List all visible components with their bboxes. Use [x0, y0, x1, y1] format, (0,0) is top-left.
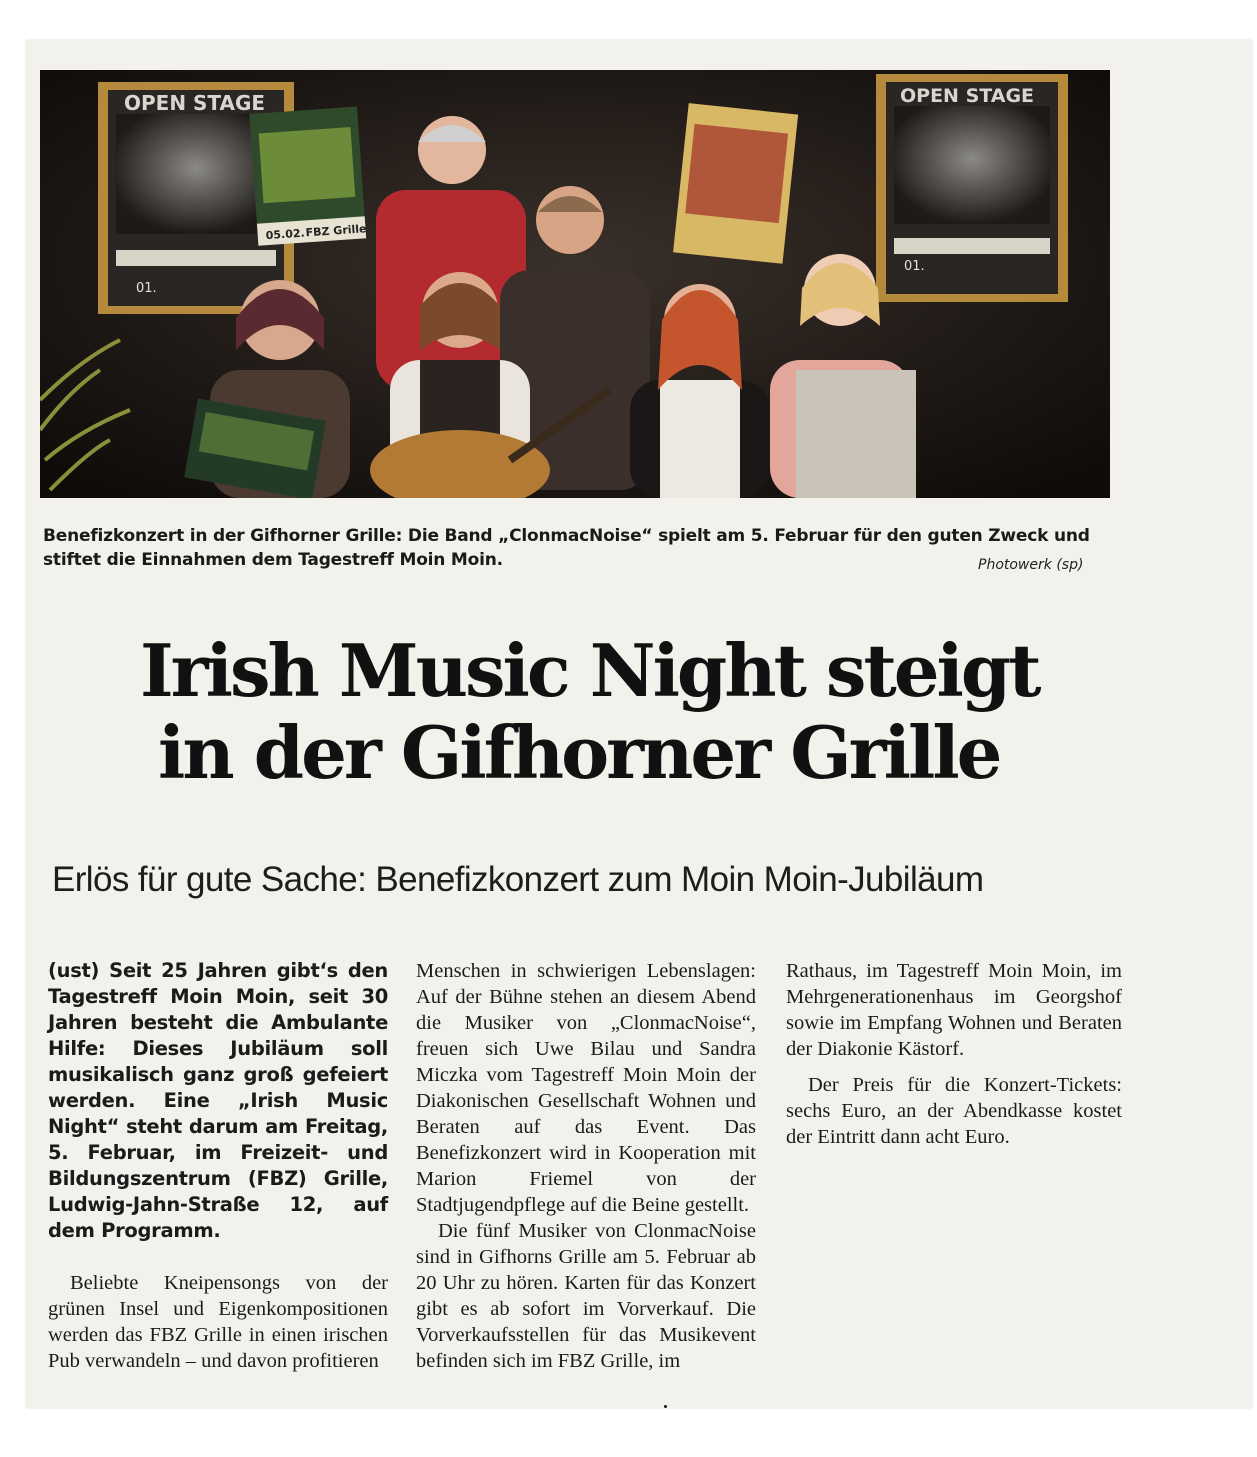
photo-caption: Benefizkonzert in der Gifhorner Grille: Die Band „ClonmacNoise“ spielt am 5. Februar für den guten Zweck und stiftet die Einnahmen dem Tagestreff Moin Moin. — [43, 526, 1090, 570]
right-poster-number: 01. — [904, 259, 925, 274]
article-column-2 — [416, 958, 756, 1374]
article-paragraph-3: Der Preis für die Konzert-Tickets: sechs Euro, an der Abendkasse kostet der Eintritt dann acht Euro. — [786, 1074, 1122, 1148]
headline-line-2: in der Gifhorner Grille — [158, 710, 1000, 795]
article-column-3 — [786, 958, 1122, 1150]
page-dot — [664, 1405, 667, 1408]
right-poster-title: OPEN STAGE — [900, 85, 1035, 107]
left-poster-title: OPEN STAGE — [124, 91, 266, 115]
article-paragraph-1: Beliebte Kneipensongs von der grünen Insel und Eigenkompositionen werden das FBZ Grille in einen irischen Pub verwandeln – und davon profitieren — [48, 1272, 388, 1372]
held-poster-top-left — [249, 106, 367, 245]
subheadline: Erlös für gute Sache: Benefizkonzert zum Moin Moin-Jubiläum — [52, 860, 984, 899]
article-paragraph-2-cont: Rathaus, im Tagestreff Moin Moin, im Mehrgenerationenhaus im Georgshof sowie im Empfang Wohnen und Beraten der Diakonie Kästorf. — [786, 960, 1122, 1060]
band-photo — [40, 70, 1110, 498]
held-poster-top-right — [673, 103, 798, 264]
band-photo-illustration — [40, 70, 1110, 498]
headline — [140, 630, 1140, 794]
right-poster — [876, 74, 1068, 302]
article-lead: (ust) Seit 25 Jahren gibt‘s den Tagestreff Moin Moin, seit 30 Jahren besteht die Ambulante Hilfe: Dieses Jubiläum soll musikalisch ganz groß gefeiert werden. Eine „Irish Music Night“ steht darum am Freitag, 5. Februar, im Freizeit- und Bildungszentrum (FBZ) Grille, Ludwig-Jahn-Straße 12, auf dem Programm. — [48, 959, 388, 1242]
left-poster-number: 01. — [136, 281, 157, 296]
held-poster-date: 05.02. — [265, 226, 306, 243]
article-column-1 — [48, 958, 388, 1374]
article-paragraph-2: Die fünf Musiker von ClonmacNoise sind in Gifhorns Grille am 5. Februar ab 20 Uhr zu hören. Karten für das Konzert gibt es ab sofort im Vorverkauf. Die Vorverkaufsstellen für das Musikevent befinden sich im FBZ Grille, im — [416, 1220, 756, 1372]
photo-credit: Photowerk (sp) — [978, 557, 1084, 573]
article-paragraph-1-cont: Menschen in schwierigen Lebenslagen: Auf der Bühne stehen an diesem Abend die Musiker von „ClonmacNoise“, freuen sich Uwe Bilau und Sandra Miczka vom Tagestreff Moin Moin der Diakonischen Gesellschaft Wohnen und Beraten auf das Event. Das Benefizkonzert wird in Kooperation mit Marion Friemel von der Stadtjugendpflege auf die Beine gestellt. — [416, 960, 756, 1216]
held-poster-venue: FBZ Grille — [305, 222, 367, 240]
headline-line-1: Irish Music Night steigt — [140, 628, 1039, 713]
